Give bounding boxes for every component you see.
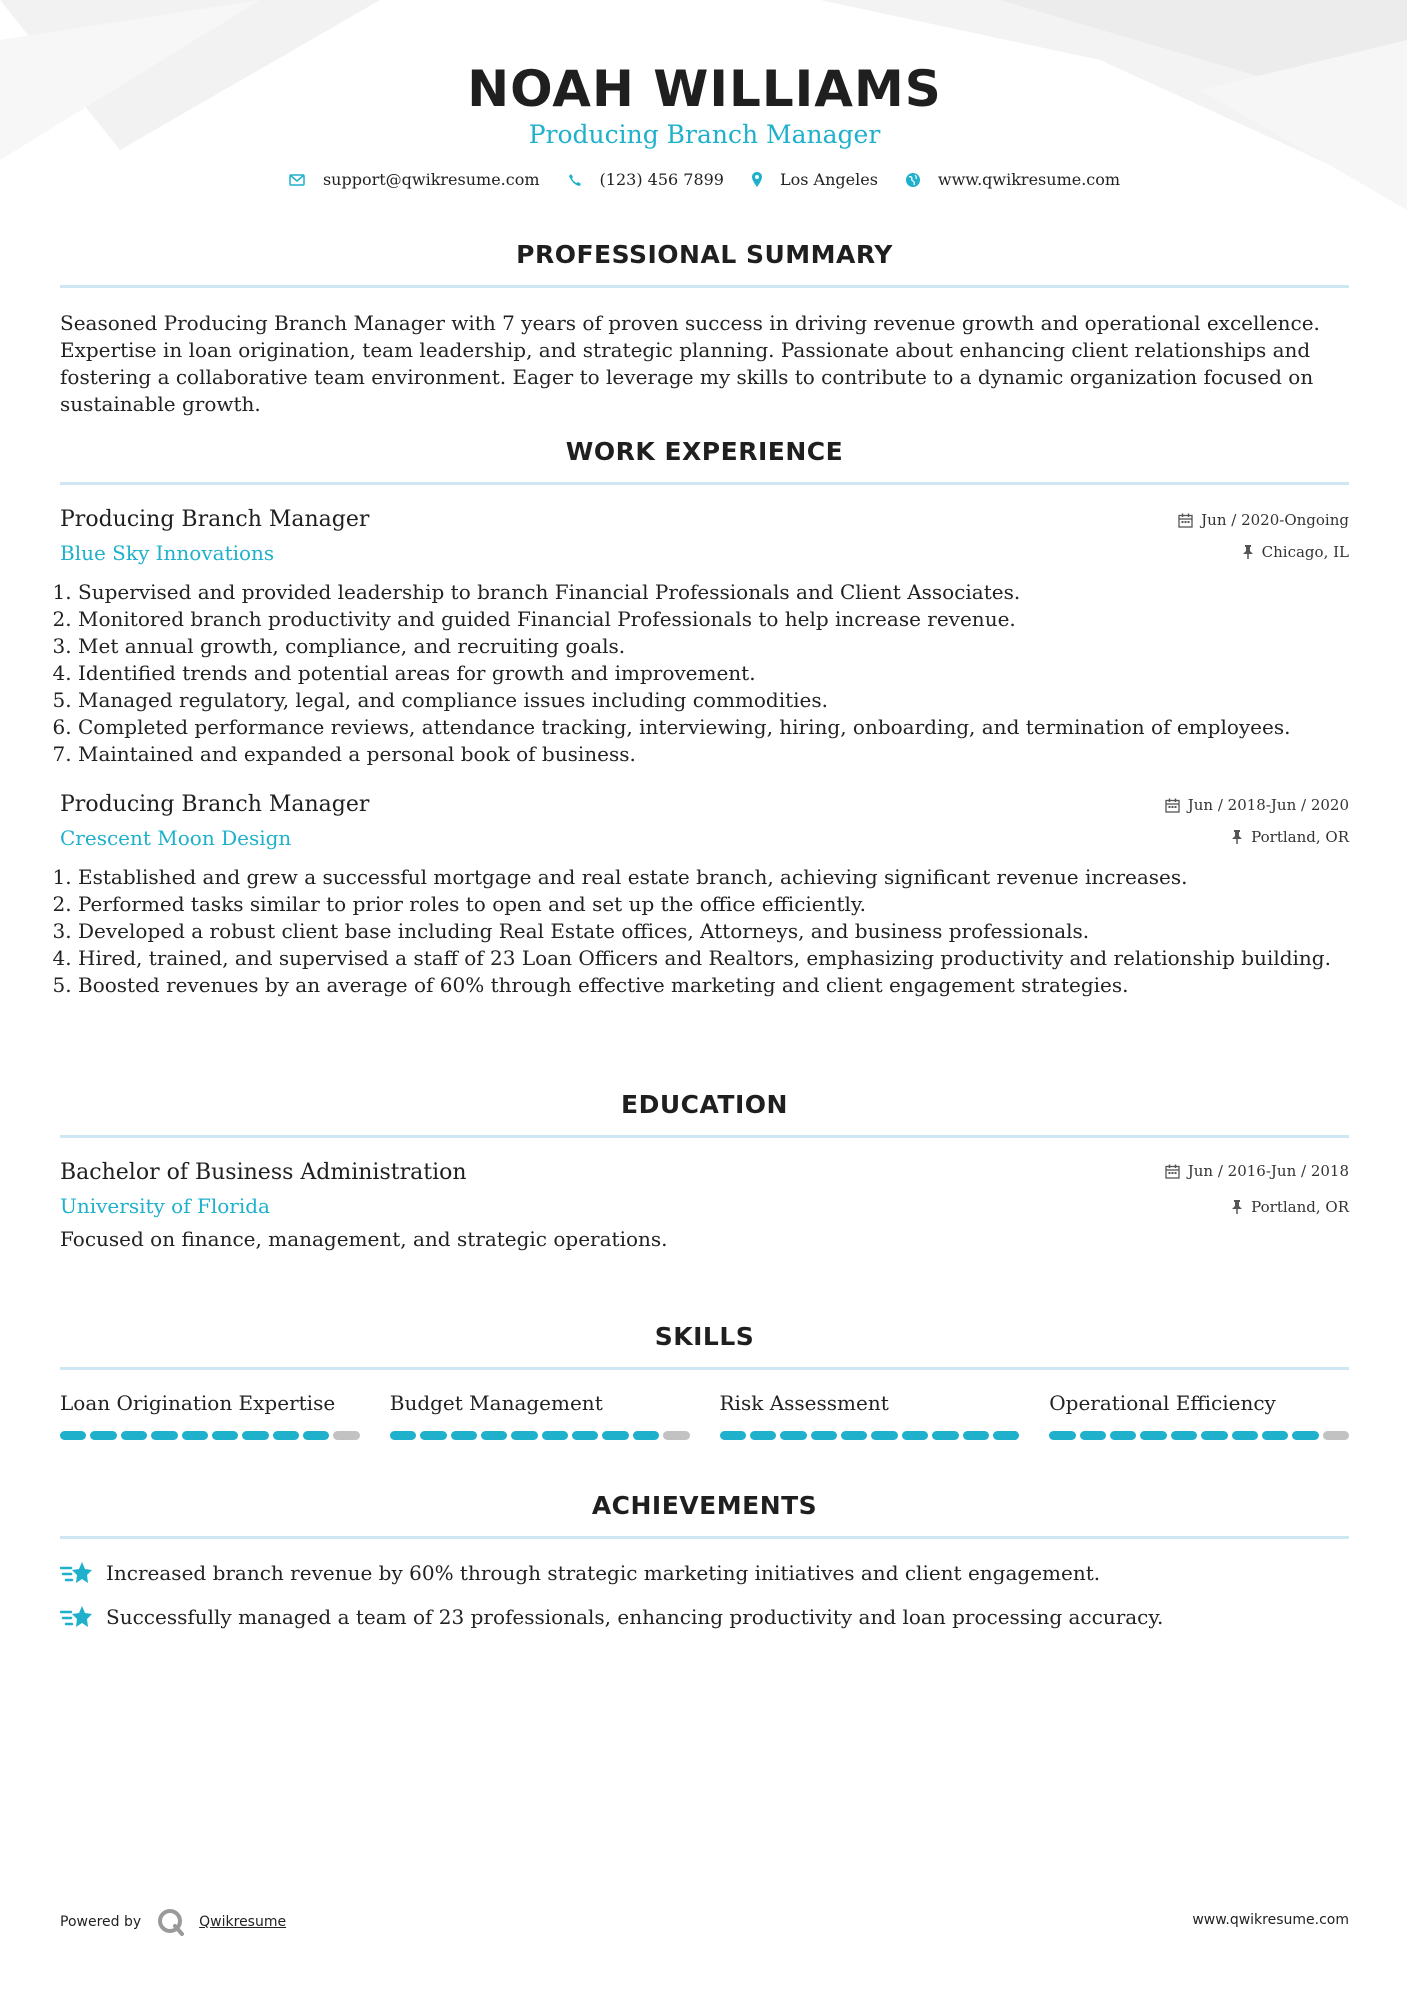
contact-phone[interactable] bbox=[568, 170, 724, 189]
dates-text: Jun / 2018-Jun / 2020 bbox=[1187, 796, 1349, 814]
list-item: 5. Managed regulatory, legal, and compliance issues including commodities. bbox=[78, 687, 1349, 714]
job-entry bbox=[60, 505, 1349, 768]
skill-segment-filled bbox=[633, 1431, 659, 1440]
skill-segment-filled bbox=[1232, 1431, 1258, 1440]
skill-segment-filled bbox=[451, 1431, 477, 1440]
skill-item bbox=[720, 1390, 1020, 1440]
skill-segment-filled bbox=[1171, 1431, 1197, 1440]
phone-text: (123) 456 7899 bbox=[599, 170, 724, 189]
achievement-item bbox=[60, 1603, 1349, 1631]
skill-segment-empty bbox=[333, 1431, 359, 1440]
skill-segment-filled bbox=[993, 1431, 1019, 1440]
list-item: 5. Boosted revenues by an average of 60% through effective marketing and client engagement strategies. bbox=[78, 972, 1349, 999]
achievements-divider bbox=[60, 1536, 1349, 1539]
summary-heading: PROFESSIONAL SUMMARY bbox=[516, 240, 893, 269]
skill-segment-filled bbox=[811, 1431, 837, 1440]
skill-name: Budget Management bbox=[389, 1391, 603, 1415]
brand-link[interactable]: Qwikresume bbox=[199, 1914, 287, 1930]
contact-location bbox=[752, 170, 878, 189]
list-item: 4. Identified trends and potential areas for growth and improvement. bbox=[78, 660, 1349, 687]
summary-divider bbox=[60, 285, 1349, 288]
job-dates bbox=[1178, 511, 1349, 529]
contact-bar bbox=[60, 170, 1349, 189]
location-text: Los Angeles bbox=[779, 170, 878, 189]
skill-segment-filled bbox=[602, 1431, 628, 1440]
qwikresume-logo-icon bbox=[157, 1908, 185, 1936]
dates-text: Jun / 2020-Ongoing bbox=[1201, 511, 1349, 529]
skill-level-bar bbox=[390, 1431, 690, 1440]
achievements-section bbox=[60, 1491, 1349, 1647]
skill-segment-filled bbox=[1110, 1431, 1136, 1440]
summary-section bbox=[60, 240, 1349, 418]
skill-name: Loan Origination Expertise bbox=[60, 1391, 336, 1415]
skill-segment-filled bbox=[151, 1431, 177, 1440]
powered-by-label: Powered by bbox=[60, 1914, 142, 1930]
resume-page bbox=[60, 0, 1349, 1629]
skill-segment-filled bbox=[1140, 1431, 1166, 1440]
skill-item bbox=[390, 1390, 690, 1440]
education-section bbox=[60, 1090, 1349, 1253]
skill-segment-filled bbox=[871, 1431, 897, 1440]
page-footer bbox=[60, 1900, 1349, 1940]
skill-segment-filled bbox=[420, 1431, 446, 1440]
skill-segment-filled bbox=[1049, 1431, 1075, 1440]
skill-segment-filled bbox=[720, 1431, 746, 1440]
skill-segment-filled bbox=[1292, 1431, 1318, 1440]
footer-website[interactable]: www.qwikresume.com bbox=[1192, 1912, 1349, 1928]
globe-icon bbox=[906, 173, 920, 187]
skill-segment-filled bbox=[572, 1431, 598, 1440]
shooting-star-icon bbox=[60, 1559, 94, 1587]
list-item: 1. Established and grew a successful mortgage and real estate branch, achieving significant revenue increases. bbox=[78, 864, 1349, 891]
achievement-item bbox=[60, 1559, 1349, 1587]
skill-segment-filled bbox=[750, 1431, 776, 1440]
skills-heading: SKILLS bbox=[654, 1322, 755, 1351]
skill-segment-filled bbox=[182, 1431, 208, 1440]
envelope-icon bbox=[289, 174, 305, 186]
job-location bbox=[1242, 543, 1349, 561]
skill-segment-filled bbox=[90, 1431, 116, 1440]
list-item: 3. Developed a robust client base including Real Estate offices, Attorneys, and business professionals. bbox=[78, 918, 1349, 945]
skill-item bbox=[1049, 1390, 1349, 1440]
skill-segment-filled bbox=[60, 1431, 86, 1440]
skills-grid bbox=[60, 1390, 1349, 1440]
achievement-text: Increased branch revenue by 60% through strategic marketing initiatives and client engagement. bbox=[106, 1560, 1101, 1585]
skill-segment-filled bbox=[841, 1431, 867, 1440]
experience-section bbox=[60, 437, 1349, 999]
list-item: 2. Performed tasks similar to prior roles to open and set up the office efficiently. bbox=[78, 891, 1349, 918]
list-item: 4. Hired, trained, and supervised a staff of 23 Loan Officers and Realtors, emphasizing productivity and relationship building. bbox=[78, 945, 1349, 972]
skill-segment-filled bbox=[780, 1431, 806, 1440]
skill-segment-filled bbox=[121, 1431, 147, 1440]
phone-icon bbox=[568, 173, 582, 187]
duties-list bbox=[60, 579, 1349, 768]
experience-heading: WORK EXPERIENCE bbox=[565, 437, 844, 466]
list-item: 3. Met annual growth, compliance, and recruiting goals. bbox=[78, 633, 1349, 660]
list-item: 2. Monitored branch productivity and guided Financial Professionals to help increase revenue. bbox=[78, 606, 1349, 633]
job-company: Blue Sky Innovations bbox=[60, 541, 275, 565]
resume-header bbox=[60, 0, 1349, 189]
education-description: Focused on finance, management, and strategic operations. bbox=[60, 1227, 668, 1251]
skill-segment-filled bbox=[212, 1431, 238, 1440]
list-item: 6. Completed performance reviews, attendance tracking, interviewing, hiring, onboarding, and termination of employees. bbox=[78, 714, 1349, 741]
skill-segment-filled bbox=[511, 1431, 537, 1440]
skill-segment-filled bbox=[932, 1431, 958, 1440]
skill-name: Operational Efficiency bbox=[1049, 1391, 1276, 1415]
skill-segment-filled bbox=[1080, 1431, 1106, 1440]
education-entry bbox=[60, 1158, 1349, 1253]
skill-segment-filled bbox=[1201, 1431, 1227, 1440]
skill-segment-filled bbox=[273, 1431, 299, 1440]
pushpin-icon bbox=[1231, 1200, 1243, 1214]
calendar-icon bbox=[1165, 798, 1180, 813]
experience-divider bbox=[60, 482, 1349, 485]
achievements-heading: ACHIEVEMENTS bbox=[591, 1491, 818, 1520]
skill-segment-filled bbox=[963, 1431, 989, 1440]
skill-segment-filled bbox=[481, 1431, 507, 1440]
shooting-star-icon bbox=[60, 1603, 94, 1631]
education-location bbox=[1231, 1198, 1349, 1216]
contact-website[interactable] bbox=[906, 170, 1120, 189]
map-pin-icon bbox=[752, 172, 762, 187]
skill-level-bar bbox=[720, 1431, 1020, 1440]
skills-divider bbox=[60, 1367, 1349, 1370]
pushpin-icon bbox=[1242, 545, 1254, 559]
location-text: Chicago, IL bbox=[1261, 543, 1349, 561]
job-location bbox=[1231, 828, 1349, 846]
education-dates bbox=[1165, 1162, 1349, 1180]
skill-segment-filled bbox=[902, 1431, 928, 1440]
duties-list bbox=[60, 864, 1349, 999]
candidate-role: Producing Branch Manager bbox=[528, 120, 881, 149]
skill-segment-filled bbox=[390, 1431, 416, 1440]
achievement-text: Successfully managed a team of 23 professionals, enhancing productivity and loan processing accuracy. bbox=[106, 1604, 1164, 1629]
school-name: University of Florida bbox=[60, 1194, 270, 1218]
calendar-icon bbox=[1178, 513, 1193, 528]
location-text: Portland, OR bbox=[1251, 828, 1349, 846]
website-text: www.qwikresume.com bbox=[937, 170, 1121, 189]
job-entry bbox=[60, 790, 1349, 999]
skill-level-bar bbox=[60, 1431, 360, 1440]
job-title: Producing Branch Manager bbox=[60, 507, 370, 532]
education-divider bbox=[60, 1135, 1349, 1138]
job-company: Crescent Moon Design bbox=[60, 826, 292, 850]
list-item: 1. Supervised and provided leadership to branch Financial Professionals and Client Associates. bbox=[78, 579, 1349, 606]
list-item: 7. Maintained and expanded a personal book of business. bbox=[78, 741, 1349, 768]
candidate-name: NOAH WILLIAMS bbox=[467, 60, 942, 118]
job-title: Producing Branch Manager bbox=[60, 792, 370, 817]
degree-title: Bachelor of Business Administration bbox=[60, 1160, 467, 1185]
skill-segment-filled bbox=[242, 1431, 268, 1440]
calendar-icon bbox=[1165, 1164, 1180, 1179]
skill-segment-filled bbox=[303, 1431, 329, 1440]
contact-email[interactable] bbox=[289, 170, 540, 189]
summary-text: Seasoned Producing Branch Manager with 7 years of proven success in driving revenue growth and operational excellence. Expertise in loan origination, team leadership, and strategic planning. Passionate about enhancing client relationships and fostering a collaborative team environment. Eager to leverage my skills to contribute to a dynamic organization focused on sustainable growth. bbox=[60, 311, 1320, 416]
skill-segment-empty bbox=[663, 1431, 689, 1440]
pushpin-icon bbox=[1231, 830, 1243, 844]
dates-text: Jun / 2016-Jun / 2018 bbox=[1187, 1162, 1349, 1180]
skills-section bbox=[60, 1322, 1349, 1440]
skill-segment-filled bbox=[1262, 1431, 1288, 1440]
education-heading: EDUCATION bbox=[621, 1090, 788, 1119]
skill-item bbox=[60, 1390, 360, 1440]
powered-by bbox=[60, 1908, 286, 1936]
job-dates bbox=[1165, 796, 1349, 814]
skill-segment-empty bbox=[1323, 1431, 1349, 1440]
email-text: support@qwikresume.com bbox=[322, 170, 540, 189]
skill-level-bar bbox=[1049, 1431, 1349, 1440]
location-text: Portland, OR bbox=[1251, 1198, 1349, 1216]
skill-segment-filled bbox=[542, 1431, 568, 1440]
skill-name: Risk Assessment bbox=[719, 1391, 889, 1415]
